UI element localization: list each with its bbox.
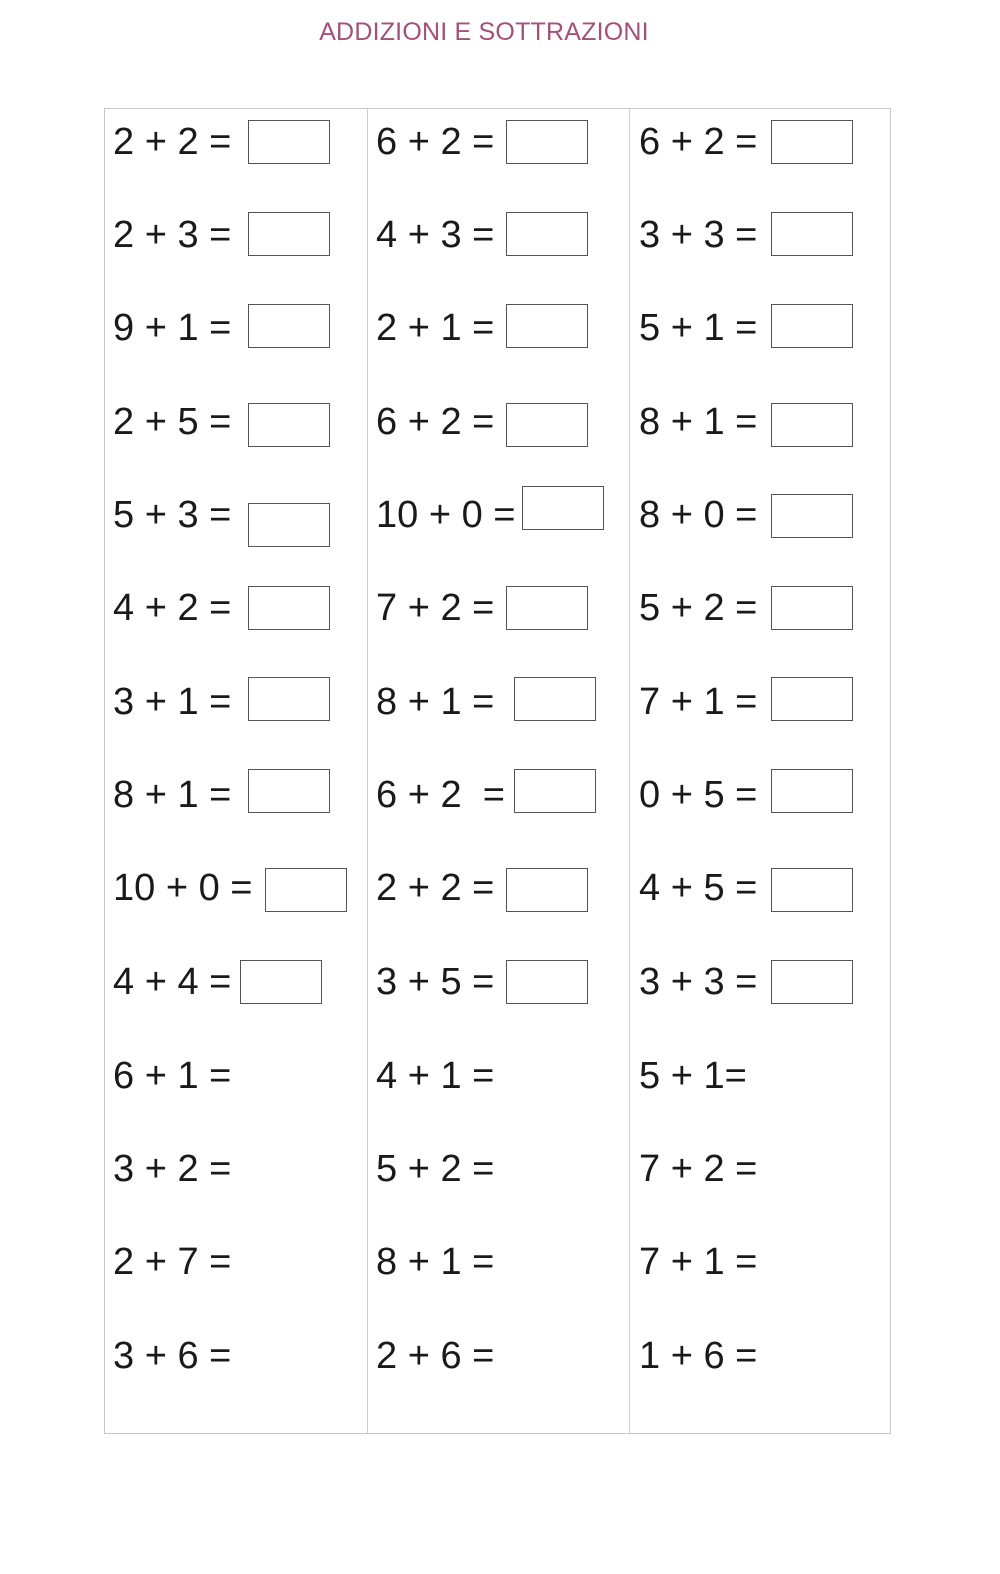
- equation: 8 + 1 =: [376, 1241, 495, 1283]
- equation: 8 + 0 =: [639, 494, 758, 536]
- equation: 10 + 0 =: [113, 867, 253, 909]
- equation: 1 + 6 =: [639, 1335, 758, 1377]
- equation: 4 + 3 =: [376, 214, 495, 256]
- equation: 2 + 6 =: [376, 1335, 495, 1377]
- equation: 9 + 1 =: [113, 307, 232, 349]
- equation: 7 + 2 =: [376, 587, 495, 629]
- answer-box[interactable]: [248, 403, 330, 447]
- equation: 8 + 1 =: [113, 774, 232, 816]
- equation: 3 + 3 =: [639, 214, 758, 256]
- answer-box[interactable]: [771, 403, 853, 447]
- answer-box[interactable]: [506, 403, 588, 447]
- equation: 7 + 1 =: [639, 1241, 758, 1283]
- equation: 5 + 3 =: [113, 494, 232, 536]
- equation: 6 + 2 =: [376, 121, 495, 163]
- column-divider: [629, 109, 630, 1433]
- equation: 4 + 5 =: [639, 867, 758, 909]
- equation: 5 + 2 =: [639, 587, 758, 629]
- equation: 3 + 5 =: [376, 961, 495, 1003]
- answer-box[interactable]: [514, 769, 596, 813]
- answer-box[interactable]: [248, 212, 330, 256]
- answer-box[interactable]: [771, 769, 853, 813]
- equation: 2 + 2 =: [113, 121, 232, 163]
- equation: 6 + 1 =: [113, 1055, 232, 1097]
- answer-box[interactable]: [771, 960, 853, 1004]
- equation: 6 + 2 =: [639, 121, 758, 163]
- answer-box[interactable]: [506, 960, 588, 1004]
- answer-box[interactable]: [506, 212, 588, 256]
- equation: 5 + 1=: [639, 1055, 747, 1097]
- page-title: ADDIZIONI E SOTTRAZIONI: [319, 18, 649, 46]
- equation: 5 + 1 =: [639, 307, 758, 349]
- answer-box[interactable]: [265, 868, 347, 912]
- answer-box[interactable]: [506, 304, 588, 348]
- equation: 5 + 2 =: [376, 1148, 495, 1190]
- answer-box[interactable]: [248, 503, 330, 547]
- equation: 3 + 1 =: [113, 681, 232, 723]
- equation: 4 + 4 =: [113, 961, 232, 1003]
- equation: 4 + 1 =: [376, 1055, 495, 1097]
- answer-box[interactable]: [248, 769, 330, 813]
- exercise-grid: [104, 108, 891, 1434]
- answer-box[interactable]: [771, 212, 853, 256]
- equation: 4 + 2 =: [113, 587, 232, 629]
- answer-box[interactable]: [248, 304, 330, 348]
- answer-box[interactable]: [506, 586, 588, 630]
- answer-box[interactable]: [506, 868, 588, 912]
- answer-box[interactable]: [248, 586, 330, 630]
- equation: 2 + 1 =: [376, 307, 495, 349]
- answer-box[interactable]: [771, 677, 853, 721]
- answer-box[interactable]: [771, 304, 853, 348]
- answer-box[interactable]: [771, 868, 853, 912]
- equation: 6 + 2 =: [376, 401, 495, 443]
- answer-box[interactable]: [771, 586, 853, 630]
- answer-box[interactable]: [771, 494, 853, 538]
- equation: 7 + 2 =: [639, 1148, 758, 1190]
- equation: 10 + 0 =: [376, 494, 516, 536]
- equation: 3 + 3 =: [639, 961, 758, 1003]
- equation: 3 + 6 =: [113, 1335, 232, 1377]
- column-divider: [367, 109, 368, 1433]
- answer-box[interactable]: [248, 120, 330, 164]
- equation: 8 + 1 =: [376, 681, 495, 723]
- equation: 3 + 2 =: [113, 1148, 232, 1190]
- answer-box[interactable]: [240, 960, 322, 1004]
- equation: 2 + 3 =: [113, 214, 232, 256]
- equation: 2 + 2 =: [376, 867, 495, 909]
- answer-box[interactable]: [771, 120, 853, 164]
- equation: 8 + 1 =: [639, 401, 758, 443]
- answer-box[interactable]: [248, 677, 330, 721]
- equation: 7 + 1 =: [639, 681, 758, 723]
- equation: 0 + 5 =: [639, 774, 758, 816]
- answer-box[interactable]: [522, 486, 604, 530]
- equation: 2 + 7 =: [113, 1241, 232, 1283]
- answer-box[interactable]: [506, 120, 588, 164]
- equation: 6 + 2 =: [376, 774, 505, 816]
- answer-box[interactable]: [514, 677, 596, 721]
- equation: 2 + 5 =: [113, 401, 232, 443]
